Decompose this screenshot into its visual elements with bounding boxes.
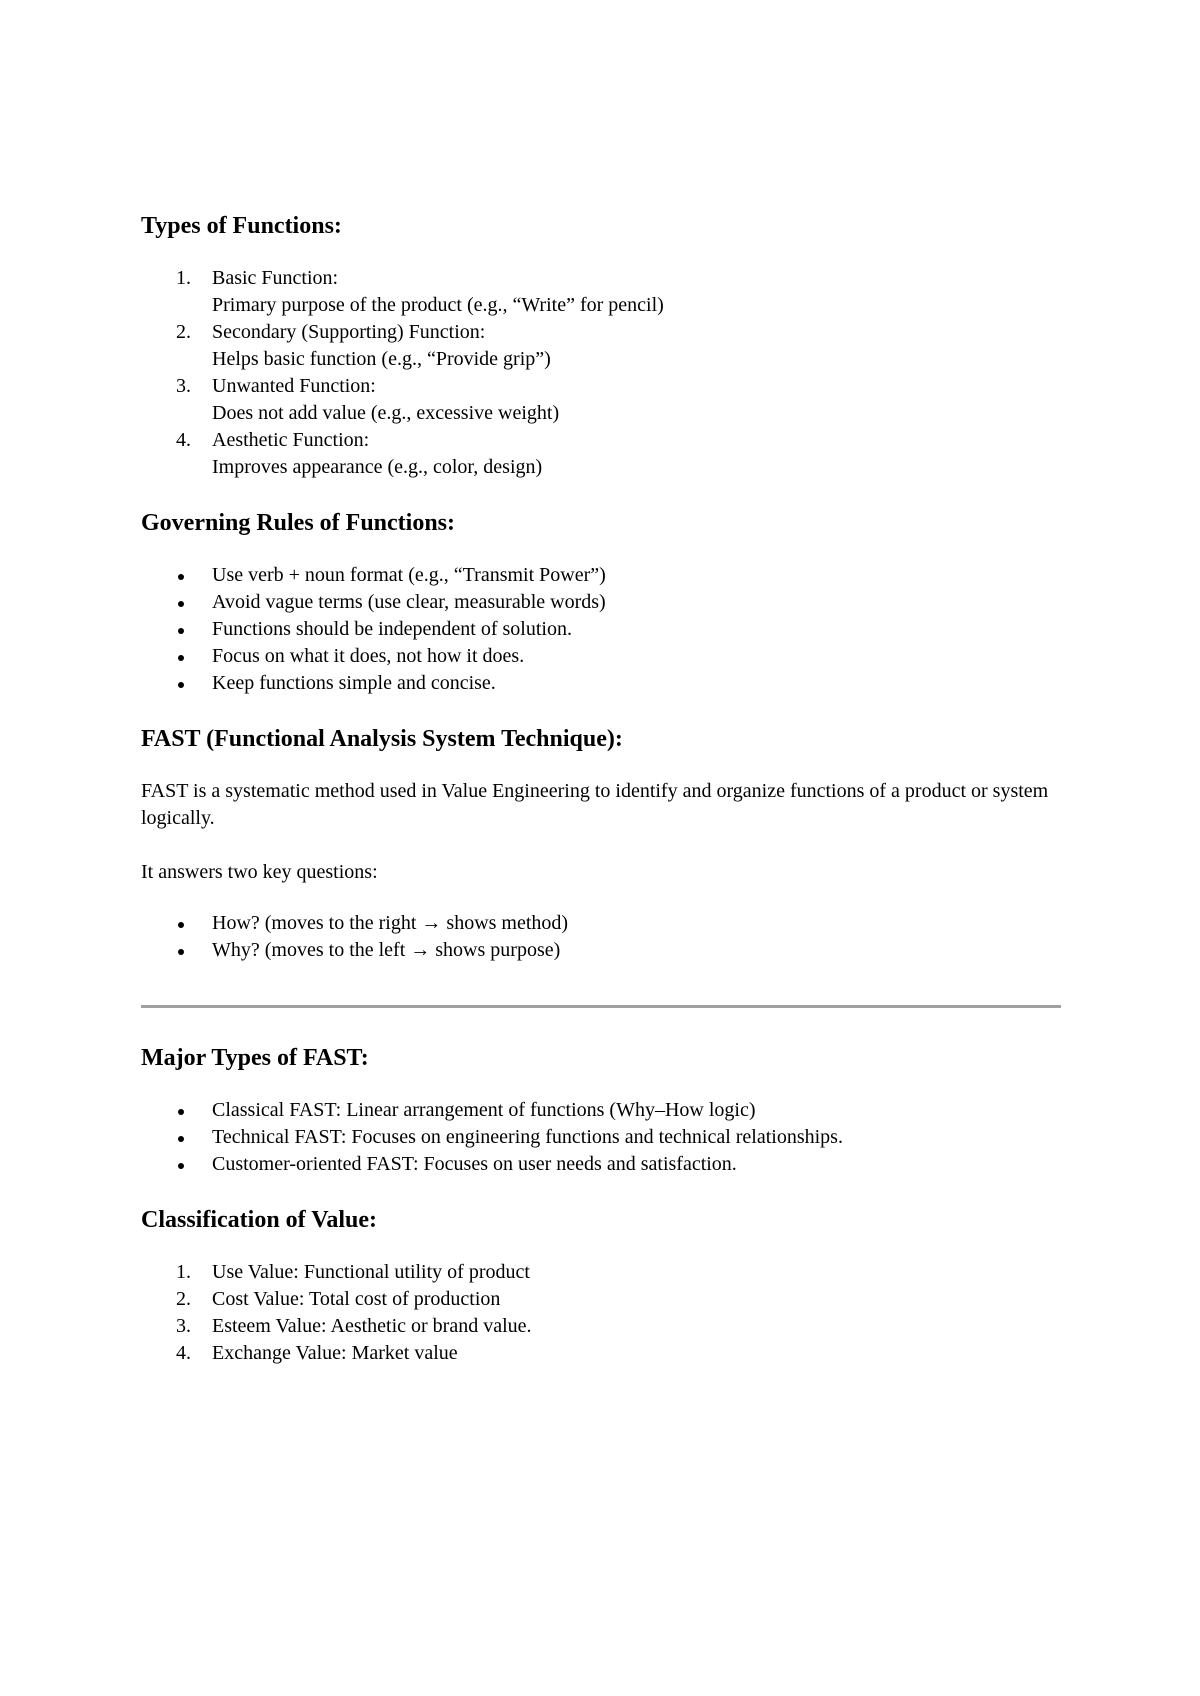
horizontal-divider: [141, 1005, 1061, 1008]
bullet-icon: [178, 574, 184, 580]
bullet-icon: [178, 949, 184, 955]
types-of-functions-list: [141, 265, 1061, 481]
list-item: [141, 1286, 1061, 1313]
value-text: Cost Value: Total cost of production: [212, 1288, 501, 1310]
list-item: [141, 319, 1061, 373]
type-text: Classical FAST: Linear arrangement of functions (Why–How logic): [212, 1099, 756, 1121]
type-text: Customer-oriented FAST: Focuses on user needs and satisfaction.: [212, 1153, 737, 1175]
list-item: [141, 1097, 1061, 1124]
rule-text: Avoid vague terms (use clear, measurable words): [212, 591, 606, 613]
fast-questions-intro: It answers two key questions:: [141, 861, 378, 883]
document-page: [141, 211, 1061, 1367]
type-text: Technical FAST: Focuses on engineering functions and technical relationships.: [212, 1126, 843, 1148]
function-label: Secondary (Supporting) Function:: [212, 321, 486, 343]
list-item: [141, 427, 1061, 481]
question-text: How? (moves to the right → shows method): [212, 912, 569, 934]
function-label: Aesthetic Function:: [212, 429, 370, 451]
list-number: 4.: [176, 1342, 191, 1364]
list-item: [141, 616, 1061, 643]
heading-types-of-functions: Types of Functions:: [141, 213, 342, 239]
bullet-icon: [178, 1109, 184, 1115]
governing-rules-list: [141, 562, 1061, 697]
rule-text: Use verb + noun format (e.g., “Transmit Power”): [212, 564, 606, 586]
list-number: 1.: [176, 1261, 191, 1283]
bullet-icon: [178, 1163, 184, 1169]
heading-classification: Classification of Value:: [141, 1207, 378, 1233]
list-number: 3.: [176, 1315, 191, 1337]
classification-list: [141, 1259, 1061, 1367]
list-item: [141, 1124, 1061, 1151]
rule-text: Keep functions simple and concise.: [212, 672, 496, 694]
fast-questions-list: [141, 910, 1061, 964]
value-text: Use Value: Functional utility of product: [212, 1261, 530, 1283]
value-text: Esteem Value: Aesthetic or brand value.: [212, 1315, 532, 1337]
function-description: Does not add value (e.g., excessive weight): [212, 402, 560, 424]
bullet-icon: [178, 601, 184, 607]
list-item: [141, 1259, 1061, 1286]
list-item: [141, 589, 1061, 616]
heading-governing-rules: Governing Rules of Functions:: [141, 510, 456, 536]
function-description: Improves appearance (e.g., color, design): [212, 456, 543, 478]
list-number: 2.: [176, 1288, 191, 1310]
list-number: 2.: [176, 321, 191, 343]
bullet-icon: [178, 655, 184, 661]
fast-description: FAST is a systematic method used in Value Engineering to identify and organize functions of a product or system logically.: [141, 780, 1049, 829]
list-item: [141, 1313, 1061, 1340]
bullet-icon: [178, 922, 184, 928]
list-item: [141, 670, 1061, 697]
question-text: Why? (moves to the left → shows purpose): [212, 939, 561, 961]
heading-major-types: Major Types of FAST:: [141, 1045, 369, 1071]
function-label: Unwanted Function:: [212, 375, 376, 397]
list-item: [141, 910, 1061, 937]
list-item: [141, 643, 1061, 670]
list-number: 4.: [176, 429, 191, 451]
list-item: [141, 937, 1061, 964]
list-item: [141, 1151, 1061, 1178]
bullet-icon: [178, 682, 184, 688]
bullet-icon: [178, 628, 184, 634]
list-number: 3.: [176, 375, 191, 397]
rule-text: Focus on what it does, not how it does.: [212, 645, 525, 667]
list-item: [141, 373, 1061, 427]
bullet-icon: [178, 1136, 184, 1142]
heading-fast: FAST (Functional Analysis System Technique):: [141, 726, 623, 752]
list-item: [141, 562, 1061, 589]
value-text: Exchange Value: Market value: [212, 1342, 458, 1364]
function-description: Helps basic function (e.g., “Provide grip”): [212, 348, 551, 370]
function-label: Basic Function:: [212, 267, 339, 289]
function-description: Primary purpose of the product (e.g., “Write” for pencil): [212, 294, 664, 316]
list-item: [141, 265, 1061, 319]
list-item: [141, 1340, 1061, 1367]
rule-text: Functions should be independent of solution.: [212, 618, 572, 640]
major-types-list: [141, 1097, 1061, 1178]
list-number: 1.: [176, 267, 191, 289]
